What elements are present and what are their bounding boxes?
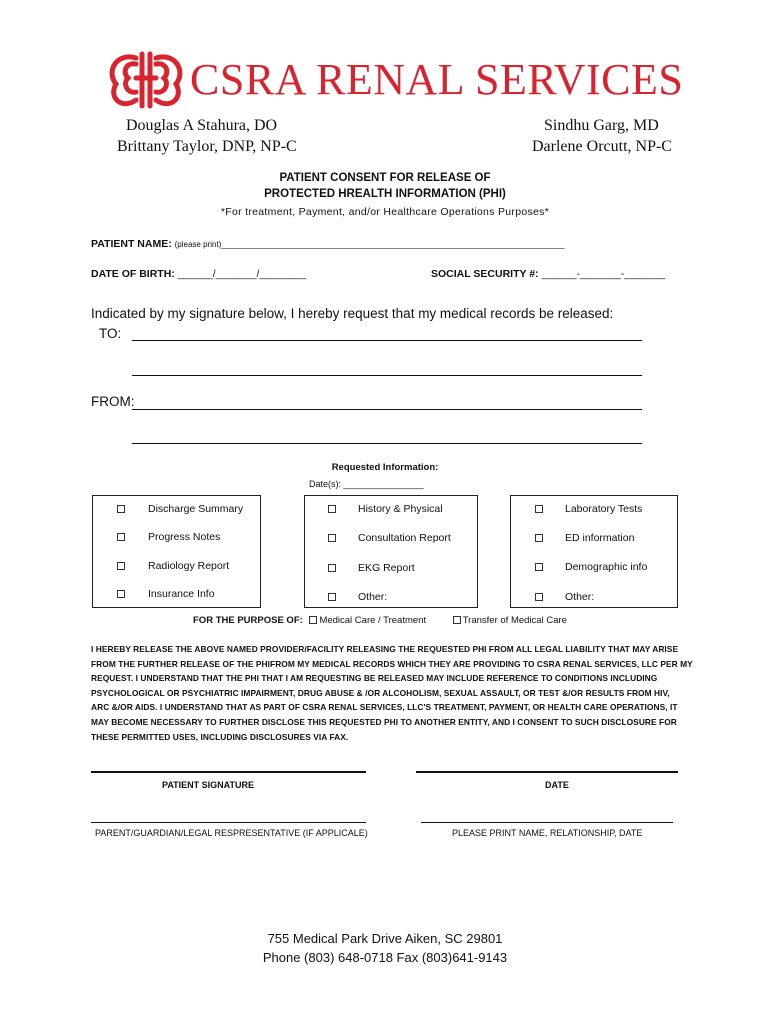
dates-field[interactable]: ________________ (343, 479, 424, 489)
parent-guardian-line[interactable] (91, 822, 366, 823)
patient-name-row (91, 238, 564, 250)
option-label: Other: (565, 591, 595, 603)
option-label: Other: (358, 591, 388, 603)
doctor-left-1: Douglas A Stahura, DO (126, 117, 278, 134)
release-line: PSYCHOLOGICAL OR PSYCHIATRIC IMPAIRMENT, DRUG ABUSE & /OR ALCOHOLISM, SEXUAL ASSAULT, OR TEST &/OR RESULTS FROM HIV, (91, 687, 670, 698)
release-line: REQUEST. I UNDERSTAND THAT THE PHI THAT I AM REQUESTING BE RELEASED MAY INCLUDE REFERENCE TO CONDITIONS INCLUDING (91, 673, 658, 684)
release-line: FROM THE FURTHER RELEASE OF THE PHIFROM MY MEDICAL RECORDS WHICH THEY ARE PROVIDING TO CSRA RENAL SERVICES, LLC PER MY (91, 658, 693, 669)
release-line: MAY BECOME NECESSARY TO FURTHER DISCLOSE THIS REQUESTED PHI TO ANOTHER ENTITY, AND I CONSENT TO SUCH DISCLOSURE FOR (91, 716, 677, 727)
from-label: FROM: (91, 394, 135, 409)
checkbox-icon[interactable] (328, 505, 336, 513)
release-line: I HEREBY RELEASE THE ABOVE NAMED PROVIDER/FACILITY RELEASING THE REQUESTED PHI FROM ALL LEGAL LIABILITY THAT MAY ARISE (91, 644, 679, 654)
checkbox-icon[interactable] (117, 590, 125, 598)
doctor-right-1: Sindhu Garg, MD (544, 117, 659, 134)
from-field-line2[interactable] (132, 443, 642, 444)
date-label: DATE (545, 780, 569, 790)
purpose-transfer[interactable] (453, 615, 567, 626)
logo (106, 50, 186, 110)
release-line: THESE PERMITTED USES, INCLUDING DISCLOSURES VIA FAX. (91, 731, 349, 742)
option-label: Insurance Info (148, 588, 215, 600)
doctor-left-2: Brittany Taylor, DNP, NP-C (117, 138, 297, 155)
patient-name-hint: (please print) (174, 240, 222, 249)
org-name: CSRA RENAL SERVICES (190, 55, 684, 104)
purpose-medical-care[interactable] (305, 615, 426, 626)
ssn-field[interactable]: ______-_______-_______ (541, 268, 666, 280)
checkbox-icon[interactable] (309, 616, 317, 624)
footer-address: 755 Medical Park Drive Aiken, SC 29801 (267, 931, 503, 946)
release-line: ARC &/OR AIDS. I UNDERSTAND THAT AS PART OF CSRA RENAL SERVICES, LLC'S TREATMENT, PAYMENT, OR HEALTH CARE OPERATIONS, IT (91, 702, 678, 713)
doctor-right-2: Darlene Orcutt, NP-C (532, 138, 672, 155)
checkbox-icon[interactable] (535, 534, 543, 542)
form-subtitle: *For treatment, Payment, and/or Healthcare Operations Purposes* (220, 206, 550, 218)
checkbox-icon[interactable] (117, 562, 125, 570)
dates-row (309, 479, 424, 489)
requested-info-label: Requested Information: (331, 462, 439, 473)
purpose-medical-care-label: Medical Care / Treatment (319, 615, 427, 626)
patient-name-field[interactable]: ______________________________________________________________________________ (221, 240, 565, 249)
checkbox-icon[interactable] (453, 616, 461, 624)
checkbox-icon[interactable] (535, 505, 543, 513)
option-label: EKG Report (358, 562, 415, 574)
option-label: ED information (565, 532, 635, 544)
option-label: Progress Notes (148, 531, 221, 543)
kidney-logo-icon (106, 50, 186, 110)
option-label: Demographic info (565, 561, 648, 573)
patient-name-label: PATIENT NAME: (91, 238, 172, 250)
print-name-line[interactable] (421, 822, 673, 823)
checkbox-icon[interactable] (117, 505, 125, 513)
checkbox-icon[interactable] (535, 563, 543, 571)
form-title-line2: PROTECTED HREALTH INFORMATION (PHI) (264, 188, 506, 200)
form-title-line1: PATIENT CONSENT FOR RELEASE OF (279, 172, 491, 184)
checkbox-icon[interactable] (117, 533, 125, 541)
print-name-label: PLEASE PRINT NAME, RELATIONSHIP, DATE (452, 828, 643, 838)
ssn-label: SOCIAL SECURITY #: (431, 268, 539, 280)
option-label: History & Physical (358, 503, 443, 515)
option-label: Discharge Summary (148, 503, 244, 515)
dob-row (91, 268, 306, 280)
patient-signature-label: PATIENT SIGNATURE (162, 780, 254, 790)
option-label: Consultation Report (358, 532, 451, 544)
checkbox-icon[interactable] (328, 534, 336, 542)
ssn-row (431, 268, 665, 280)
to-field-line2[interactable] (132, 375, 642, 376)
purpose-transfer-label: Transfer of Medical Care (462, 615, 567, 626)
checkbox-icon[interactable] (328, 593, 336, 601)
patient-signature-line[interactable] (91, 771, 366, 773)
release-statement: Indicated by my signature below, I hereby request that my medical records be released: (91, 306, 614, 321)
dob-field[interactable]: ______/_______/________ (177, 268, 307, 280)
option-label: Radiology Report (148, 560, 230, 572)
parent-guardian-label: PARENT/GUARDIAN/LEGAL RESPRESENTATIVE (IF APPLICALE) (95, 828, 368, 838)
checkbox-icon[interactable] (535, 593, 543, 601)
purpose-label: FOR THE PURPOSE OF: (193, 615, 303, 626)
purpose-row (193, 615, 567, 626)
option-label: Laboratory Tests (565, 503, 643, 515)
footer-phone: Phone (803) 648-0718 Fax (803)641-9143 (262, 950, 508, 965)
checkbox-icon[interactable] (328, 564, 336, 572)
to-field-line1[interactable] (132, 340, 642, 341)
date-line[interactable] (416, 771, 678, 773)
dob-label: DATE OF BIRTH: (91, 268, 175, 280)
dates-label: Date(s): (309, 479, 342, 489)
release-paragraph (91, 642, 693, 744)
from-field-line1[interactable] (132, 409, 642, 410)
to-label: TO: (99, 326, 122, 341)
